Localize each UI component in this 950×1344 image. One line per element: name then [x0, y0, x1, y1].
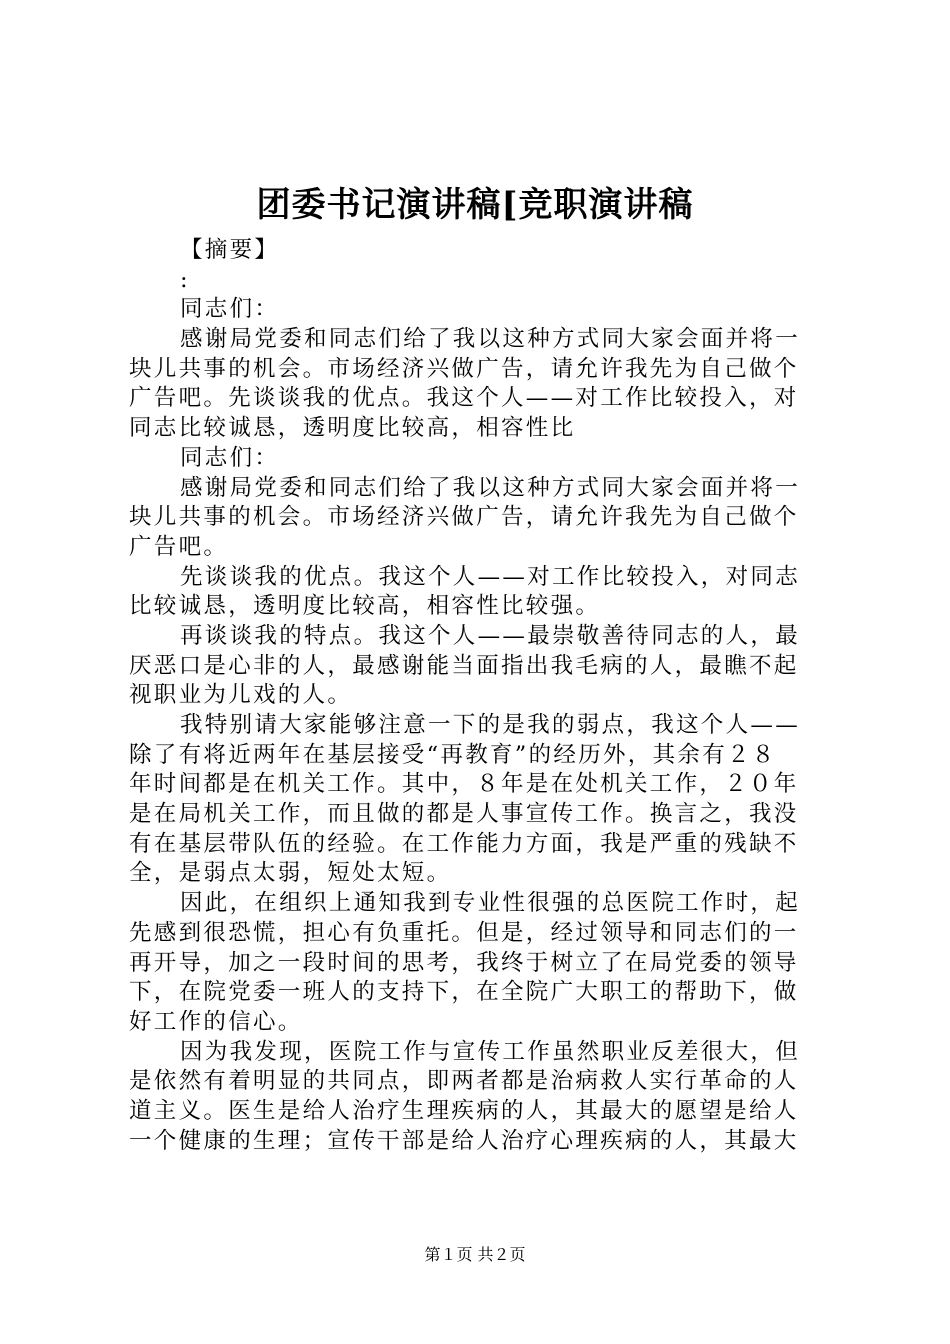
text-line: 是在局机关工作，而且做的都是人事宣传工作。换言之，我没: [129, 801, 799, 828]
document-title: 团委书记演讲稿[竞职演讲稿: [256, 185, 694, 225]
text-line: 块儿共事的机会。市场经济兴做广告，请允许我先为自己做个: [129, 504, 799, 531]
text-line: 除了有将近两年在基层接受“再教育”的经历外，其余有２８: [129, 741, 777, 768]
text-line: 我特别请大家能够注意一下的是我的弱点，我这个人——: [180, 712, 801, 738]
text-line: 全，是弱点太弱，短处太短。: [129, 860, 452, 887]
text-line: 下，在院党委一班人的支持下，在全院广大职工的帮助下，做: [129, 979, 799, 1006]
text-line: 同志们：: [180, 444, 280, 471]
text-line: 年时间都是在机关工作。其中，８年是在处机关工作，２０年: [129, 771, 799, 798]
text-line: 再开导，加之一段时间的思考，我终于树立了在局党委的领导: [129, 949, 799, 976]
text-line: 感谢局党委和同志们给了我以这种方式同大家会面并将一: [180, 326, 801, 353]
text-line: :: [180, 266, 190, 293]
text-line: 先感到很恐慌，担心有负重托。但是，经过领导和同志们的一: [129, 919, 799, 946]
text-line: 先谈谈我的优点。我这个人——对工作比较投入，对同志: [180, 563, 801, 590]
text-line: 因为我发现，医院工作与宣传工作虽然职业反差很大，但: [180, 1038, 801, 1065]
text-line: 是依然有着明显的共同点，即两者都是治病救人实行革命的人: [129, 1068, 799, 1095]
text-line: 同志们：: [180, 296, 280, 323]
text-line: 厌恶口是心非的人，最感谢能当面指出我毛病的人，最瞧不起: [129, 652, 799, 679]
text-line: 同志比较诚恳，透明度比较高，相容性比: [129, 415, 576, 442]
text-line: 【摘要】: [180, 237, 280, 263]
text-line: 一个健康的生理；宣传干部是给人治疗心理疾病的人，其最大: [129, 1127, 799, 1154]
text-line: 广告吧。先谈谈我的优点。我这个人——对工作比较投入，对: [129, 385, 799, 412]
text-line: 因此，在组织上通知我到专业性很强的总医院工作时，起: [180, 890, 801, 917]
text-line: 好工作的信心。: [129, 1008, 303, 1035]
text-line: 道主义。医生是给人治疗生理疾病的人，其最大的愿望是给人: [129, 1097, 799, 1124]
text-line: 感谢局党委和同志们给了我以这种方式同大家会面并将一: [180, 474, 801, 501]
text-line: 比较诚恳，透明度比较高，相容性比较强。: [129, 593, 601, 620]
text-line: 视职业为儿戏的人。: [129, 682, 353, 709]
text-line: 广告吧。: [129, 533, 229, 560]
text-line: 块儿共事的机会。市场经济兴做广告，请允许我先为自己做个: [129, 355, 799, 382]
text-line: 有在基层带队伍的经验。在工作能力方面，我是严重的残缺不: [129, 830, 799, 857]
page-footer: 第１页 共２页: [424, 1245, 526, 1264]
text-line: 再谈谈我的特点。我这个人——最崇敬善待同志的人，最: [180, 622, 801, 649]
document-body: [129, 236, 829, 1156]
